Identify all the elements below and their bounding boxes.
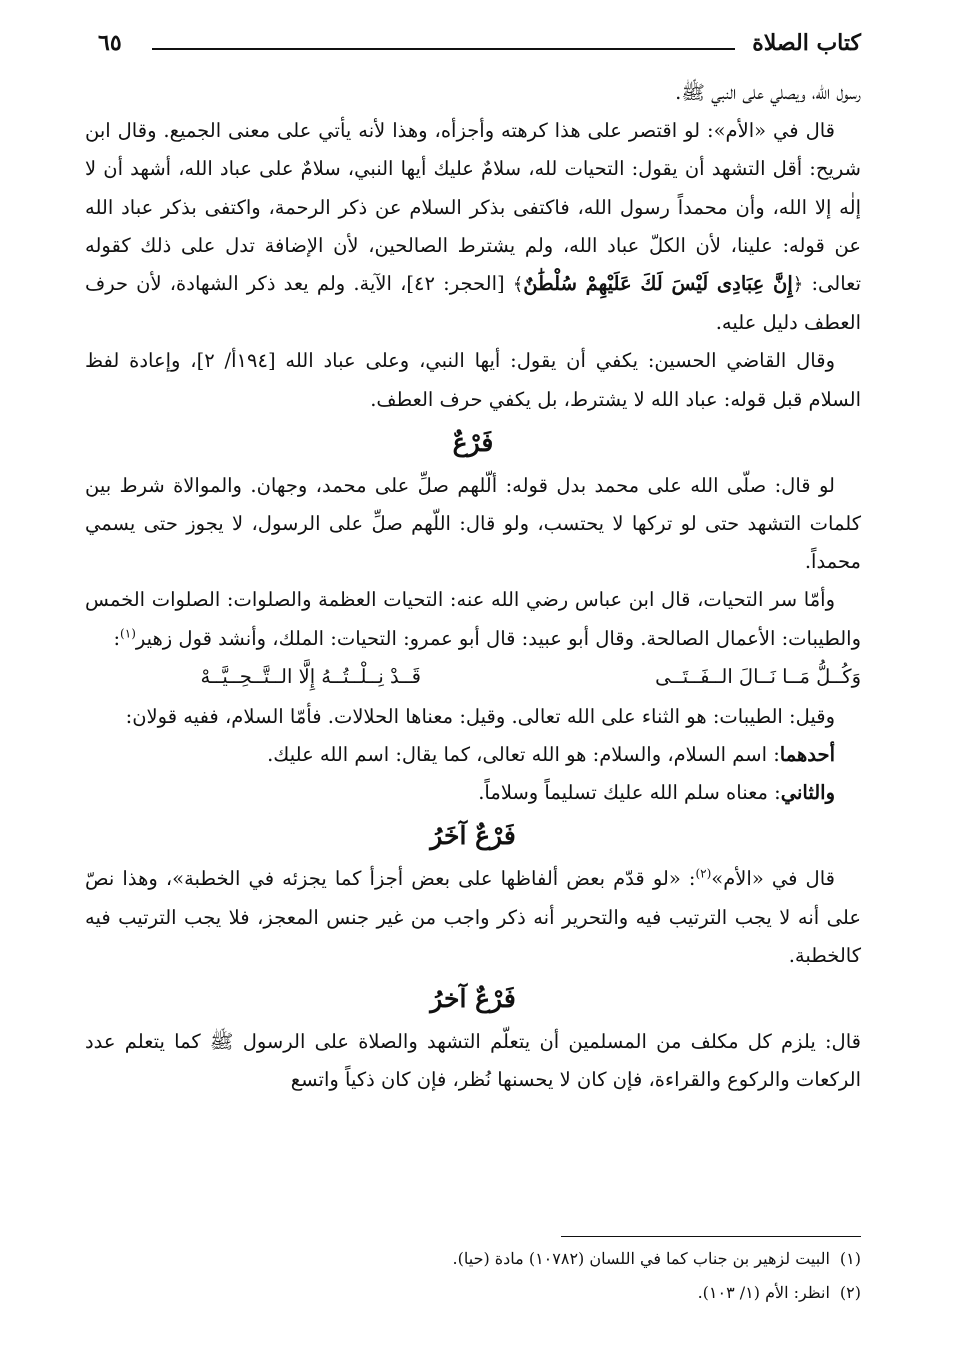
paragraph-5 [85, 581, 861, 657]
footnote-2 [85, 1276, 861, 1310]
footnote-1-text: البيت لزهير بن جناب كما في اللسان (١٠٧٨٢) مادة (حيا). [452, 1249, 830, 1268]
point-second [85, 774, 861, 812]
footnotes [85, 1242, 861, 1310]
paragraph-6: وقيل: الطيبات: هو الثناء على الله تعالى. وقيل: معناها الحلالات. فأمّا السلام، ففيه قولان: [125, 704, 835, 728]
point-first-label: أحدهما [779, 743, 835, 767]
running-title: كتاب الصلاة [752, 30, 861, 56]
page-header [98, 26, 861, 66]
poetry-verse [85, 658, 861, 698]
main-text [85, 74, 861, 1099]
footnote-2-text: انظر: الأم (١/ ١٠٣). [697, 1283, 830, 1302]
verse-second-hemistich: قَــدْ نِــلْــتُــهُ إِلَّا الــتَّــحِــيَّــهْ [200, 664, 421, 688]
paragraph-1: رسول الله، ويصلي على النبي ﷺ. [675, 81, 861, 104]
paragraph-2-text: قال في «الأم»: لو اقتصر على هذا كرهته وأجزأه، وهذا لأنه يأتي على معنى الجميع. وقال ابن شريح: أقل التشهد أن يقول: التحيات لله، سلامٌ عليك أيها النبي، سلامٌ على عباد الله، أشهد أن لا إلٰه إلا الله، وأن محمداً رسول الله، فاكتفى بذكر السلام عن ذكر الرحمة، واكتفى بذكر عباد الله عن قوله: علينا، لأن الكلّ عباد الله، ولم يشترط الصالحين، لأن الإضافة تدل على ذلك كقوله تعالى: [85, 119, 861, 296]
page-number: ٦٥ [98, 30, 122, 56]
paragraph-4: لو قال: صلّى الله على محمد بدل قوله: ألّلهم صلِّ على محمد، وجهان. والموالاة شرط بين كلمات التشهد حتى لو تركها لا يحتسب، ولو قال: اللّهم صلِّ على الرسول، لا يجوز حتى يسمي محمداً. [85, 473, 861, 574]
paragraph-2 [85, 112, 861, 342]
header-rule [152, 48, 735, 50]
verse-first-hemistich: وَكُــلُّ مَــا نَــالَ الــفَــتَــى [655, 664, 861, 688]
point-first-text: : اسم السلام، والسلام: هو الله تعالى، كما يقال: اسم الله عليك. [267, 743, 780, 767]
quran-close-bracket: ﴾ [512, 274, 524, 296]
quran-verse: إِنَّ عِبَادِى لَيْسَ لَكَ عَلَيْهِمْ سُلْطَٰنٌ [523, 272, 793, 296]
footnote-ref-1[interactable]: (١) [120, 626, 136, 641]
point-second-text: : معناه سلم الله عليك تسليماً وسلاماً. [478, 781, 781, 805]
footnote-ref-2[interactable]: (٢) [695, 866, 712, 881]
point-second-label: والثاني [780, 781, 835, 805]
footnote-1-number: (١) [839, 1249, 861, 1268]
section-heading-3: فَرْعٌ آخرُ [430, 984, 516, 1014]
paragraph-9 [85, 860, 861, 975]
paragraph-9-text-end: : «لو قدّم بعض ألفاظها على بعض أجزأ كما يجزئه في الخطبة»، وهذا نصّ على أنه لا يجب الترتيب فيه والتحرير أنه ذكر واجب من غير جنس المعجز، فلا يجب الترتيب فيه كالخطبة. [85, 867, 861, 967]
footnote-rule [561, 1236, 861, 1237]
paragraph-10: قال: يلزم كل مكلف من المسلمين أن يتعلّم التشهد والصلاة على الرسول ﷺ كما يتعلم عدد الركعات والركوع والقراءة، فإن كان لا يحسنها نُظر، فإن كان ذكياً واتسع [85, 1030, 861, 1092]
footnote-1 [85, 1242, 861, 1276]
section-heading-1: فَرْعٌ [452, 427, 494, 457]
paragraph-9-text: قال في «الأم» [711, 867, 835, 891]
section-heading-2: فَرْعٌ آخَرُ [430, 821, 516, 851]
quran-open-bracket: ﴿ [792, 274, 804, 296]
paragraph-5-text: وأمّا سر التحيات، قال ابن عباس رضي الله عنه: التحيات العظمة والصلوات: الصلوات الخمس والطيبات: الأعمال الصالحة. وقال أبو عبيد: قال أبو عمرو: التحيات: الملك، وأنشد قول زهير [85, 588, 861, 650]
paragraph-2-text-end: [الحجر: ٤٢]، الآية. ولم يعد ذكر الشهادة، لأن حرف العطف دليل عليه. [85, 272, 861, 335]
paragraph-3: وقال القاضي الحسين: يكفي أن يقول: أيها النبي، وعلى عباد الله [١٩٤أ/ ٢]، وإعادة لفظ السلام قبل قوله: عباد الله لا يشترط، بل يكفي حرف العطف. [85, 349, 861, 411]
paragraph-5-text-end: : [113, 626, 121, 650]
footnote-2-number: (٢) [839, 1283, 861, 1302]
point-first [85, 736, 861, 774]
